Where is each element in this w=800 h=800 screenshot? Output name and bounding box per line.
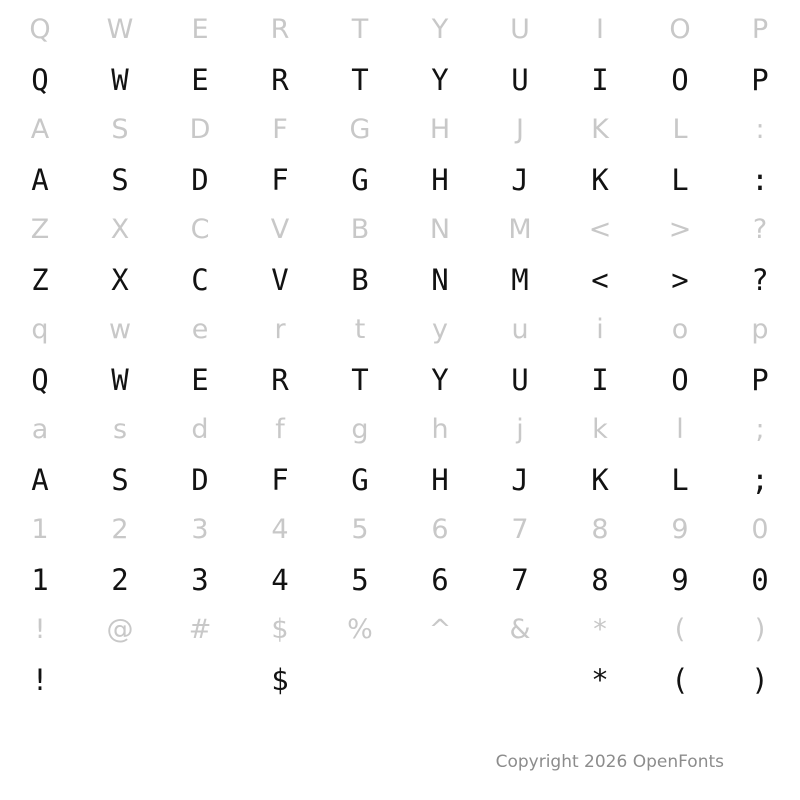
- glyph: 6: [431, 563, 449, 597]
- key-label: o: [671, 314, 689, 345]
- glyph: I: [591, 363, 609, 397]
- key-label: !: [34, 614, 46, 645]
- key-label: B: [350, 214, 370, 245]
- key-label: ^: [428, 614, 452, 645]
- key-label: 3: [191, 514, 209, 545]
- glyph: G: [351, 463, 369, 497]
- row-pair: [0, 606, 800, 706]
- glyph-row: [0, 154, 800, 206]
- glyph: :: [751, 163, 769, 197]
- key-label: ;: [755, 414, 765, 445]
- row-pair: [0, 206, 800, 306]
- glyph: Y: [431, 363, 449, 397]
- glyph: 3: [191, 563, 209, 597]
- key-label: H: [429, 114, 451, 145]
- glyph: [320, 654, 400, 706]
- glyph: E: [191, 363, 209, 397]
- key-label: J: [516, 114, 524, 145]
- glyph: S: [111, 163, 129, 197]
- glyph: 8: [591, 563, 609, 597]
- row-pair: [0, 106, 800, 206]
- glyph: *: [591, 663, 609, 697]
- glyph: (: [671, 663, 689, 697]
- row-pair: [0, 306, 800, 406]
- key-label: E: [191, 14, 209, 45]
- key-label: l: [676, 414, 684, 445]
- glyph: A: [31, 463, 49, 497]
- key-label: I: [596, 14, 604, 45]
- key-label-row: [0, 606, 800, 654]
- key-label: >: [668, 214, 692, 245]
- glyph: O: [671, 63, 689, 97]
- key-label: 1: [31, 514, 49, 545]
- glyph: [400, 654, 480, 706]
- key-label: $: [271, 614, 289, 645]
- glyph: 2: [111, 563, 129, 597]
- key-label: A: [30, 114, 50, 145]
- glyph: V: [271, 263, 289, 297]
- key-label: K: [591, 114, 609, 145]
- glyph: J: [511, 163, 529, 197]
- key-label-row: [0, 206, 800, 254]
- glyph: D: [191, 163, 209, 197]
- glyph: $: [271, 663, 289, 697]
- glyph: ?: [751, 263, 769, 297]
- key-label-row: [0, 306, 800, 354]
- key-label: W: [106, 14, 134, 45]
- glyph: M: [511, 263, 529, 297]
- glyph: Q: [31, 63, 49, 97]
- key-label: p: [751, 314, 769, 345]
- key-label: s: [112, 414, 128, 445]
- key-label: O: [669, 14, 691, 45]
- key-label: q: [31, 314, 49, 345]
- glyph: N: [431, 263, 449, 297]
- key-label: Q: [29, 14, 51, 45]
- key-label: &: [509, 614, 531, 645]
- glyph: [480, 654, 560, 706]
- key-label: a: [31, 414, 49, 445]
- glyph: 5: [351, 563, 369, 597]
- key-label: f: [275, 414, 285, 445]
- key-label: X: [110, 214, 130, 245]
- glyph: Y: [431, 63, 449, 97]
- key-label: D: [189, 114, 211, 145]
- glyph: Z: [31, 263, 49, 297]
- key-label: d: [191, 414, 209, 445]
- glyph: H: [431, 163, 449, 197]
- key-label: G: [349, 114, 371, 145]
- glyph: I: [591, 63, 609, 97]
- glyph: ;: [751, 463, 769, 497]
- key-label: N: [429, 214, 451, 245]
- key-label: F: [272, 114, 288, 145]
- key-label: T: [351, 14, 369, 45]
- glyph: G: [351, 163, 369, 197]
- key-label: P: [751, 14, 769, 45]
- glyph: 4: [271, 563, 289, 597]
- glyph: K: [591, 463, 609, 497]
- glyph: W: [111, 363, 129, 397]
- glyph-row: [0, 454, 800, 506]
- key-label: j: [516, 414, 524, 445]
- glyph: H: [431, 463, 449, 497]
- glyph: 0: [751, 563, 769, 597]
- key-label: L: [672, 114, 688, 145]
- glyph: L: [671, 463, 689, 497]
- glyph: U: [511, 63, 529, 97]
- glyph: [80, 654, 160, 706]
- key-label: g: [351, 414, 369, 445]
- key-label: 2: [111, 514, 129, 545]
- key-label: V: [270, 214, 290, 245]
- glyph: D: [191, 463, 209, 497]
- key-label-row: [0, 406, 800, 454]
- row-pair: [0, 506, 800, 606]
- glyph: F: [271, 463, 289, 497]
- copyright-notice: Copyright 2026 OpenFonts: [495, 752, 724, 772]
- key-label: 7: [511, 514, 529, 545]
- row-pair: [0, 406, 800, 506]
- key-label: C: [190, 214, 210, 245]
- glyph: B: [351, 263, 369, 297]
- key-label: ?: [752, 214, 768, 245]
- key-label: t: [354, 314, 366, 345]
- glyph: P: [751, 63, 769, 97]
- key-label: u: [511, 314, 529, 345]
- glyph: C: [191, 263, 209, 297]
- key-label: U: [510, 14, 530, 45]
- key-label: 8: [591, 514, 609, 545]
- key-label: %: [347, 614, 373, 645]
- glyph: !: [31, 663, 49, 697]
- glyph: F: [271, 163, 289, 197]
- glyph: W: [111, 63, 129, 97]
- glyph: R: [271, 63, 289, 97]
- key-label: w: [108, 314, 132, 345]
- glyph: O: [671, 363, 689, 397]
- glyph: X: [111, 263, 129, 297]
- glyph: U: [511, 363, 529, 397]
- key-label: @: [106, 614, 134, 645]
- glyph: T: [351, 363, 369, 397]
- key-label: y: [432, 314, 448, 345]
- glyph: E: [191, 63, 209, 97]
- glyph: Q: [31, 363, 49, 397]
- key-label-row: [0, 6, 800, 54]
- glyph: 9: [671, 563, 689, 597]
- key-label: r: [274, 314, 286, 345]
- glyph: R: [271, 363, 289, 397]
- glyph: P: [751, 363, 769, 397]
- glyph: T: [351, 63, 369, 97]
- key-label: <: [588, 214, 612, 245]
- key-label: M: [508, 214, 532, 245]
- glyph: K: [591, 163, 609, 197]
- glyph-row: [0, 554, 800, 606]
- glyph: A: [31, 163, 49, 197]
- glyph: 1: [31, 563, 49, 597]
- key-label: ): [754, 614, 766, 645]
- glyph-row: [0, 254, 800, 306]
- key-label: e: [191, 314, 209, 345]
- key-label: (: [674, 614, 686, 645]
- key-label: :: [755, 114, 765, 145]
- glyph: L: [671, 163, 689, 197]
- key-label: 9: [671, 514, 689, 545]
- key-label: *: [593, 614, 607, 645]
- glyph-row: [0, 654, 800, 706]
- key-label: 6: [431, 514, 449, 545]
- key-label: S: [111, 114, 129, 145]
- row-pair: [0, 6, 800, 106]
- glyph: ): [751, 663, 769, 697]
- glyph: >: [671, 263, 689, 297]
- key-label: i: [596, 314, 604, 345]
- glyph: J: [511, 463, 529, 497]
- glyph-row: [0, 54, 800, 106]
- key-label: h: [431, 414, 449, 445]
- key-label-row: [0, 506, 800, 554]
- glyph: <: [591, 263, 609, 297]
- glyph: 7: [511, 563, 529, 597]
- key-label: 5: [351, 514, 369, 545]
- key-label-row: [0, 106, 800, 154]
- key-label: k: [592, 414, 608, 445]
- key-label: R: [270, 14, 290, 45]
- key-label: Z: [30, 214, 50, 245]
- glyph: [160, 654, 240, 706]
- key-label: 0: [751, 514, 769, 545]
- key-label: 4: [271, 514, 289, 545]
- glyph: S: [111, 463, 129, 497]
- key-label: Y: [431, 14, 449, 45]
- key-label: #: [188, 614, 212, 645]
- glyph-row: [0, 354, 800, 406]
